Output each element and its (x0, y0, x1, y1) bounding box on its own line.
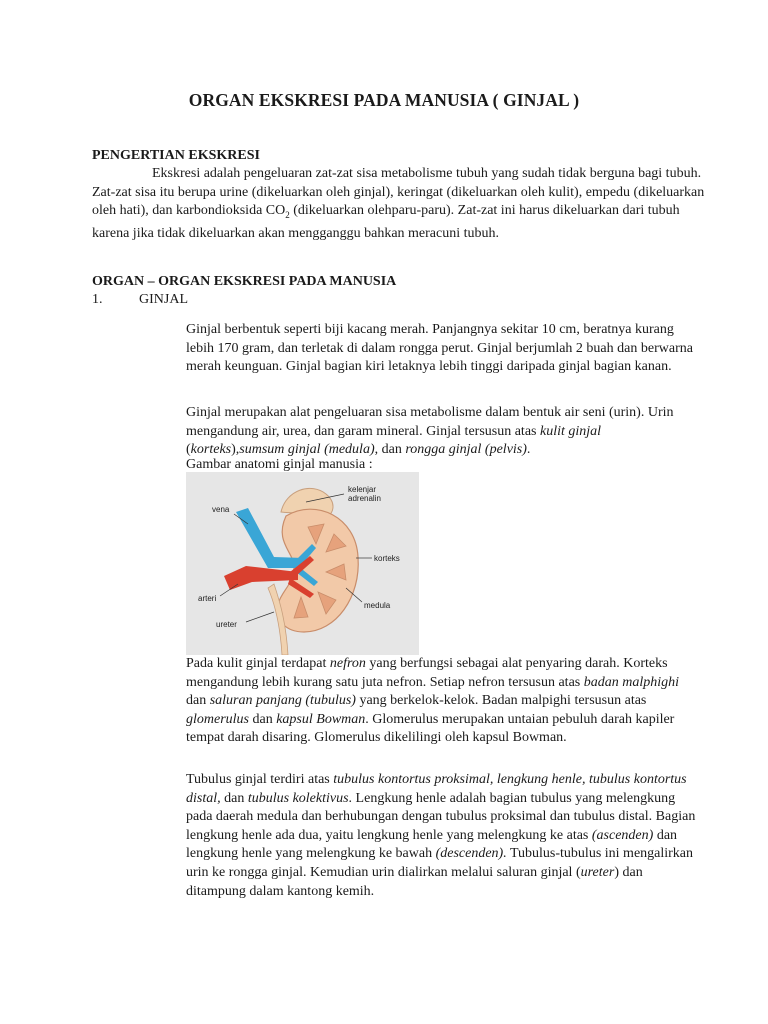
ginjal-paragraph-1: Ginjal berbentuk seperti biji kacang merah. Panjangnya sekitar 10 cm, beratnya kurang lebih 170 gram, dan terletak di dalam rongga perut. Ginjal berjumlah 2 buah dan berwarna merah keunguan. Ginjal bagian kiri letaknya lebih tinggi daripada ginjal bagian kanan. (186, 322, 693, 375)
label-kelenjar: kelenjar (348, 485, 377, 494)
page-title: ORGAN EKSKRESI PADA MANUSIA ( GINJAL ) (188, 90, 580, 110)
list-number: 1. (92, 292, 103, 307)
artery-vessel (224, 566, 298, 590)
label-ureter: ureter (216, 620, 237, 629)
label-korteks: korteks (374, 554, 400, 563)
label-medula: medula (364, 601, 391, 610)
ginjal-paragraph-2: Ginjal merupakan alat pengeluaran sisa metabolisme dalam bentuk air seni (urin). Urin mengandung air, urea, dan garam mineral. Ginjal tersusun atas kulit ginjal (korteks),sumsum ginjal (medula), dan rongga ginjal (pelvis). (186, 405, 674, 458)
section-heading-organ: ORGAN – ORGAN EKSKRESI PADA MANUSIA (92, 274, 397, 289)
label-vena: vena (212, 505, 230, 514)
list-label-ginjal: GINJAL (139, 292, 188, 307)
pengertian-paragraph: Ekskresi adalah pengeluaran zat-zat sisa metabolisme tubuh yang sudah tidak berguna bagi tubuh. Zat-zat sisa itu berupa urine (dikeluarkan oleh ginjal), keringat (dikeluarkan oleh kulit), empedu (dikeluarkan oleh hati), dan karbondioksida $CO_2$ (dikeluarkan olehparu-paru). Zat-zat ini harus dikeluarkan dari tubuh karena jika tidak dikeluarkan akan mengganggu bahkan meracuni tubuh. (92, 166, 705, 241)
kidney-anatomy-figure (186, 472, 419, 655)
label-adrenalin: adrenalin (348, 494, 381, 503)
ginjal-paragraph-3: Pada kulit ginjal terdapat nefron yang berfungsi sebagai alat penyaring darah. Korteks mengandung lebih kurang satu juta nefron. Setiap nefron tersusun atas badan malphighi dan saluran panjang (tubulus) yang berkelok-kelok. Badan malpighi tersusun atas glomerulus dan kapsul Bowman. Glomerulus merupakan untaian pebuluh darah kapiler tempat darah disaring. Glomerulus dikelilingi oleh kapsul Bowman. (186, 656, 680, 746)
figure-caption: Gambar anatomi ginjal manusia : (186, 457, 373, 472)
section-heading-pengertian: PENGERTIAN EKSKRESI (92, 148, 260, 163)
label-arteri: arteri (198, 594, 217, 603)
ginjal-paragraph-4: Tubulus ginjal terdiri atas tubulus kontortus proksimal, lengkung henle, tubulus kontortus distal, dan tubulus kolektivus. Lengkung henle adalah bagian tubulus yang melengkung pada daerah medula dan berhubungan dengan tubulus proksimal dan tubulus distal. Bagian lengkung henle ada dua, yaitu lengkung henle yang melengkung ke atas (ascenden) dan lengkung henle yang melengkung ke bawah (descenden). Tubulus-tubulus ini mengalirkan urin ke rongga ginjal. Kemudian urin dialirkan melalui saluran ginjal (ureter) dan ditampung dalam kantong kemih. (186, 772, 696, 899)
kidney-diagram (186, 472, 419, 655)
